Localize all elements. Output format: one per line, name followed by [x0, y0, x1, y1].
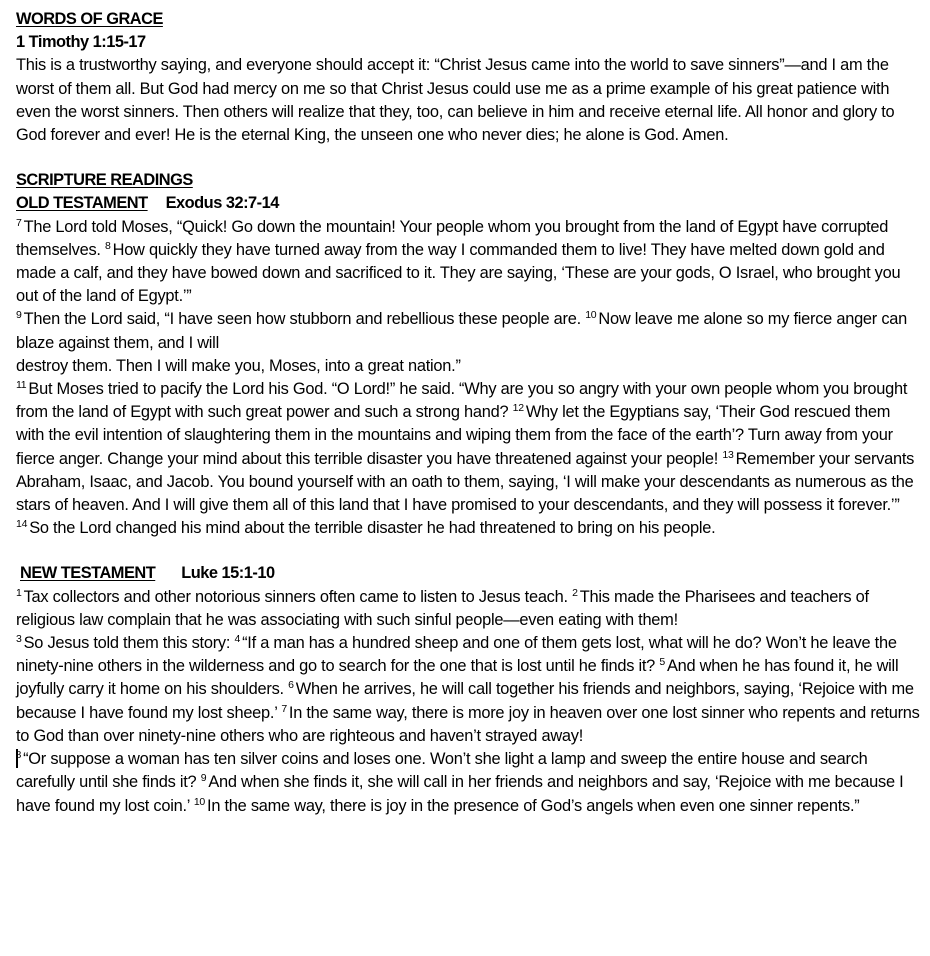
verse-number: 9 [200, 772, 207, 785]
spacer [16, 147, 921, 169]
verse-paragraph [16, 378, 921, 517]
verse-text: And when he has found it, he will joyfully carry it home on his shoulders. [16, 657, 899, 699]
verse-number: 8 [15, 749, 22, 762]
verse-text: “Or suppose a woman has ten silver coins and loses one. Won’t she light a lamp and sweep the entire house and search carefully until she finds it? [16, 750, 868, 792]
verse-text: Why let the Egyptians say, ‘Their God rescued them with the evil intention of slaughtering them in the mountains and wiping them from the face of the earth’? Turn away from your fierce anger. Change your mind about this terrible disaster you have threatened against your people! [16, 403, 893, 468]
words-of-grace-text: This is a trustworthy saying, and everyone should accept it: “Christ Jesus came into the world to save sinners”—and I am the worst of them all. But God had mercy on me so that Christ Jesus could use me as a prime example of his great patience with even the worst sinners. Then others will realize that they, too, can believe in him and receive eternal life. All honor and glory to God forever and ever! He is the eternal King, the unseen one who never dies; he alone is God. Amen. [16, 56, 895, 145]
verse-number: 7 [16, 216, 22, 229]
verse-text: The Lord told Moses, “Quick! Go down the mountain! Your people whom you brought from the land of Egypt have corrupted themselves. [16, 217, 889, 259]
verse-number: 10 [193, 795, 206, 808]
verse-paragraph [16, 308, 921, 354]
verse-text: When he arrives, he will call together his friends and neighbors, saying, ‘Rejoice with me because I have found my lost sheep.’ [16, 680, 914, 722]
verse-number: 8 [105, 239, 111, 252]
verse-text: Tax collectors and other notorious sinners often came to listen to Jesus teach. [23, 587, 573, 606]
verse-text: How quickly they have turned away from the way I commanded them to live! They have melted down gold and made a calf, and they have bowed down and sacrificed to it. They are saying, ‘These are your gods, O Israel, who brought you out of the land of Egypt.’” [16, 240, 901, 306]
verse-number: 4 [234, 633, 241, 646]
verse-paragraph [16, 586, 921, 632]
verse-paragraph [16, 517, 921, 540]
verse-text: And when she finds it, she will call in her friends and neighbors and say, ‘Rejoice with me because I have found my lost coin.’ [16, 773, 904, 815]
spacer [16, 540, 921, 562]
verse-text: Remember your servants Abraham, Isaac, and Jacob. You bound yourself with an oath to them, saying, ‘I will make your descendants as numerous as the stars of heaven. And I will give them all of this land that I have promised to your descendants, and they will possess it forever.’” [16, 449, 915, 515]
scripture-readings-heading: SCRIPTURE READINGS [16, 171, 193, 190]
verse-number: 9 [16, 309, 22, 322]
old-testament-reference: Exodus 32:7-14 [165, 194, 279, 213]
verse-number: 11 [16, 379, 27, 392]
verse-text: In the same way, there is joy in the presence of God’s angels when even one sinner repents.” [207, 796, 860, 815]
verse-text: But Moses tried to pacify the Lord his God. “O Lord!” he said. “Why are you so angry with your own people whom you brought from the land of Egypt with such great power and such a strong hand? [16, 380, 908, 422]
new-testament-passage [16, 586, 921, 818]
verse-paragraph [16, 355, 921, 378]
verse-text: destroy them. Then I will make you, Moses, into a great nation.” [16, 356, 461, 375]
words-of-grace-section [16, 8, 921, 147]
verse-number: 13 [722, 448, 734, 461]
verse-paragraph [16, 632, 921, 748]
new-testament-reference: Luke 15:1-10 [181, 564, 275, 583]
verse-text: Now leave me alone so my fierce anger can blaze against them, and I will [16, 310, 907, 352]
old-testament-label: OLD TESTAMENT [16, 194, 148, 213]
verse-paragraph [16, 216, 921, 309]
verse-text: Then the Lord said, “I have seen how stubborn and rebellious these people are. [23, 310, 586, 329]
verse-number: 3 [16, 633, 22, 646]
verse-text: So Jesus told them this story: [23, 634, 235, 653]
verse-text: This made the Pharisees and teachers of religious law complain that he was associating with such sinful people—even eating with them! [16, 587, 869, 629]
verse-text: So the Lord changed his mind about the terrible disaster he had threatened to bring on his people. [29, 519, 716, 538]
words-of-grace-reference: 1 Timothy 1:15-17 [16, 33, 146, 52]
verse-number: 7 [281, 702, 287, 715]
old-testament-passage [16, 216, 921, 541]
verse-text: “If a man has a hundred sheep and one of them gets lost, what will he do? Won’t he leave the ninety-nine others in the wilderness and go to search for the one that is lost until he finds it? [16, 634, 897, 676]
verse-text: In the same way, there is more joy in heaven over one lost sinner who repents and returns to God than over ninety-nine others who are righteous and haven’t strayed away! [16, 703, 920, 745]
verse-number: 6 [288, 679, 294, 692]
old-testament-header [16, 192, 921, 215]
new-testament-header [16, 562, 921, 585]
verse-number: 2 [572, 586, 578, 599]
verse-number: 12 [512, 402, 524, 415]
verse-number: 14 [16, 518, 28, 531]
verse-number: 10 [585, 309, 597, 322]
document-body[interactable] [16, 8, 921, 818]
verse-number: 1 [16, 586, 22, 599]
scripture-readings-section [16, 169, 921, 817]
new-testament-label: NEW TESTAMENT [20, 564, 156, 583]
words-of-grace-heading: WORDS OF GRACE [16, 10, 163, 28]
verse-number: 5 [659, 656, 665, 669]
verse-paragraph [16, 748, 921, 818]
